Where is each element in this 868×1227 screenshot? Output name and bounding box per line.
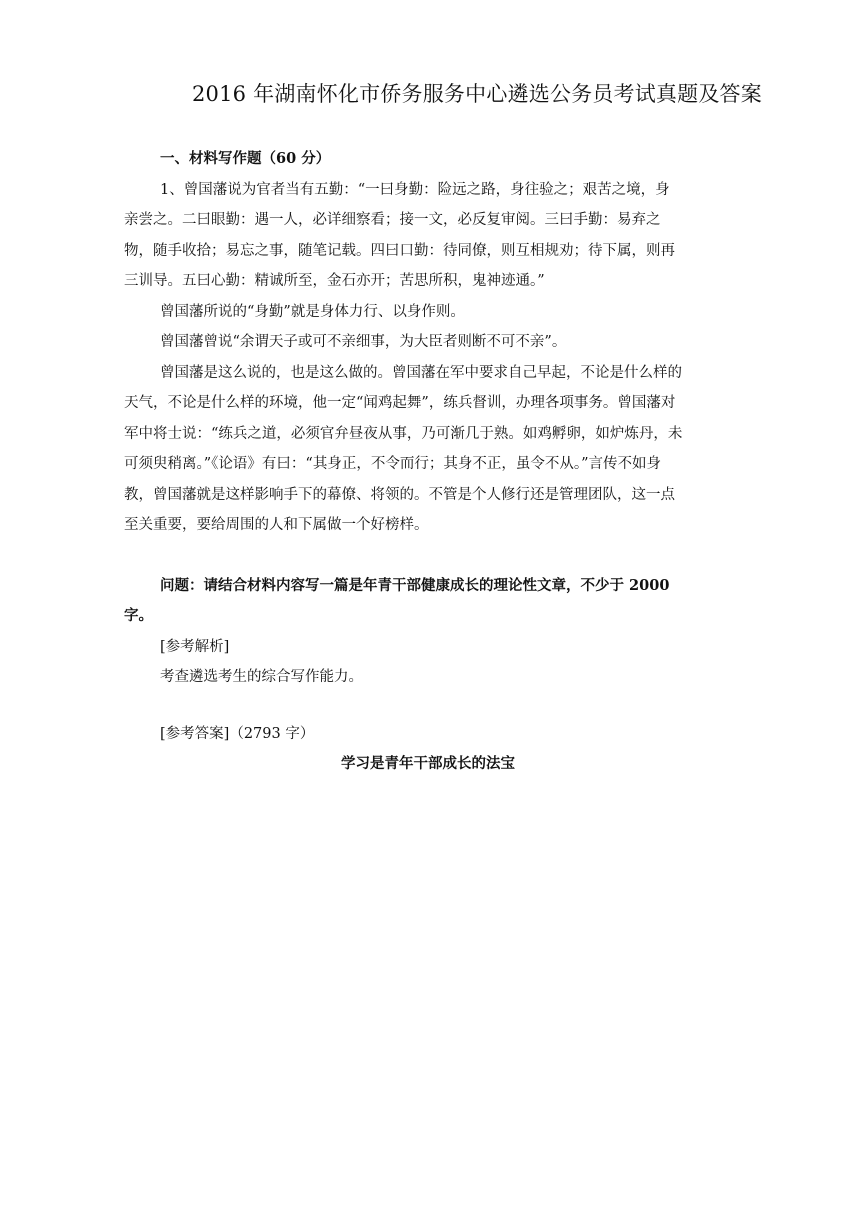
section-heading: 一、材料写作题（60 分） [160, 150, 331, 167]
material-paragraph-1: 1、曾国藩说为官者当有五勤：“一曰身勤：险远之路，身往验之；艰苦之境，身亲尝之。二曰眼勤：遇一人，必详细察看；接一文，必反复审阅。三曰手勤：易弃之物，随手收拾；易忘之事，随笔记载。四曰口勤：待同僚，则互相规劝；待下属，则再三训导。五曰心勤：精诚所至，金石亦开；苦思所积，鬼神迹通。” [124, 181, 675, 289]
spacer [124, 693, 684, 719]
question-text: 问题：请结合材料内容写一篇是年青干部健康成长的理论性文章，不少于 2000 字。 [124, 576, 670, 624]
document-title: 2016 年湖南怀化市侨务服务中心遴选公务员考试真题及答案 [192, 82, 762, 106]
answer-label: [参考答案]（2793 字） [160, 725, 315, 742]
analysis-label: [参考解析] [160, 638, 230, 655]
analysis-text: 考查遴选考生的综合写作能力。 [160, 669, 363, 685]
spacer [124, 541, 684, 571]
answer-title: 学习是青年干部成长的法宝 [341, 755, 515, 772]
document-body [124, 144, 684, 780]
material-paragraph-3: 曾国藩曾说“余谓天子或可不亲细事，为大臣者则断不可不亲”。 [160, 334, 567, 350]
material-paragraph-2: 曾国藩所说的“身勤”就是身体力行、以身作则。 [160, 303, 465, 320]
material-paragraph-4: 曾国藩是这么说的，也是这么做的。曾国藩在军中要求自己早起，不论是什么样的天气，不论是什么样的环境，他一定“闻鸡起舞”，练兵督训，办理各项事务。曾国藩对军中将士说：“练兵之道，必须官弁昼夜从事，乃可渐几于熟。如鸡孵卵，如炉炼丹，未可须臾稍离。”《论语》有曰：“其身正，不令而行；其身不正，虽令不从。”言传不如身教，曾国藩就是这样影响手下的幕僚、将领的。不管是个人修行还是管理团队，这一点至关重要，要给周围的人和下属做一个好榜样。 [124, 364, 683, 533]
